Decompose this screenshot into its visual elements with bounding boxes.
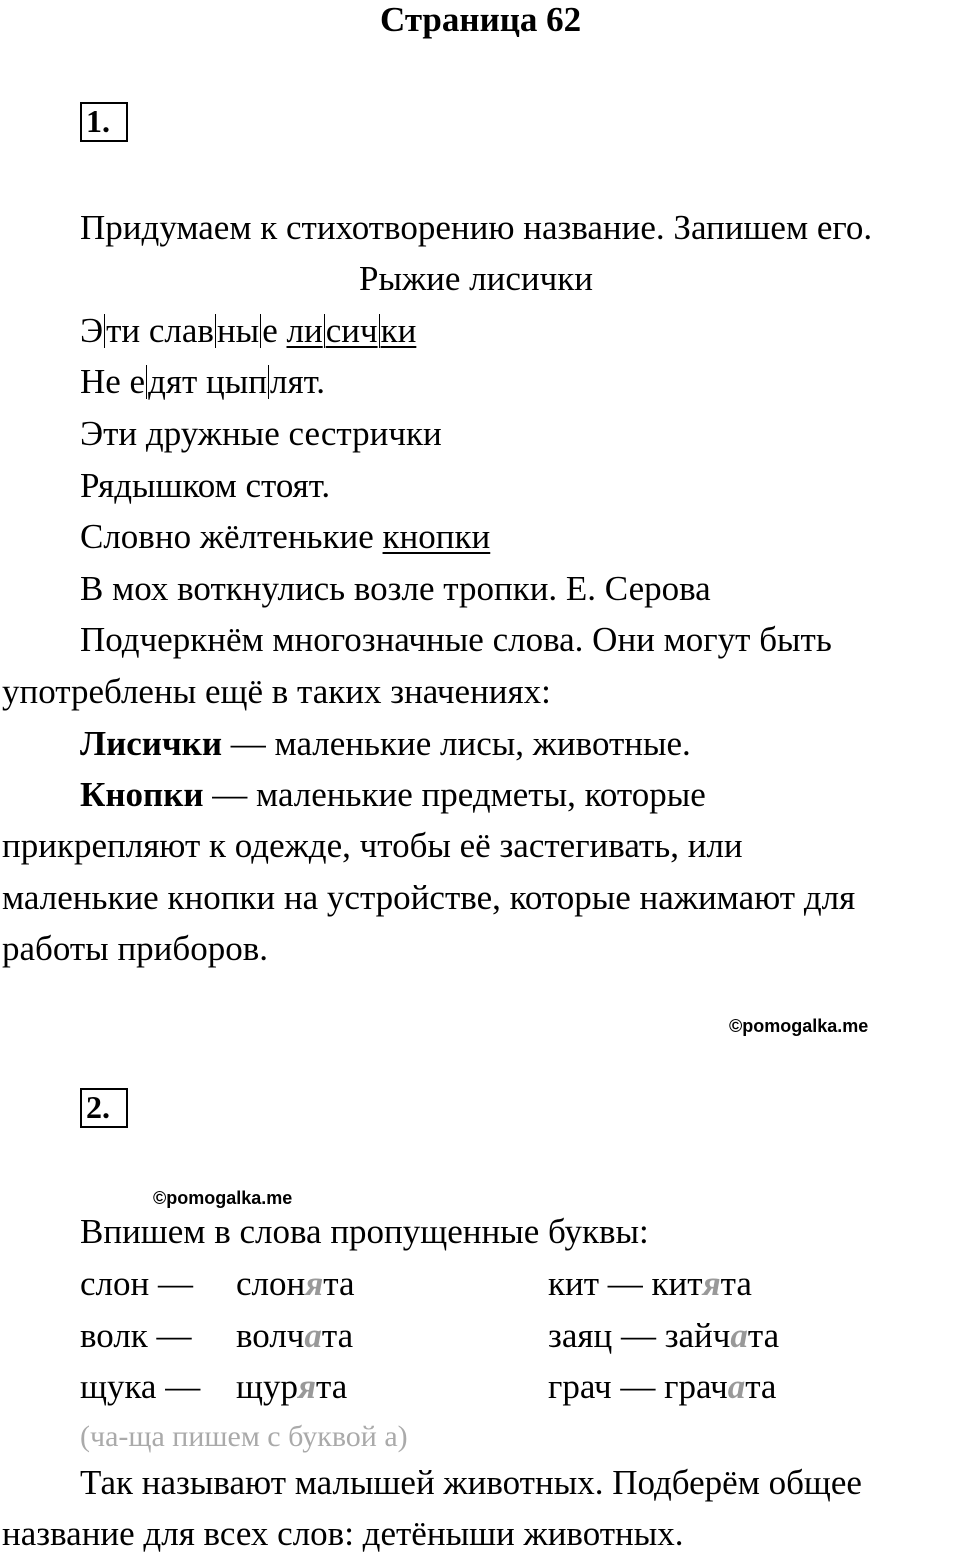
definition-knopki-line-3: маленькие кнопки на устройстве, которые нажимают для [2, 878, 856, 917]
word-base: волк — [80, 1316, 192, 1355]
final-line-1: Так называют малышей животных. Подберём общее [80, 1463, 862, 1502]
poem-line-1: Эти славные лисички [80, 311, 417, 350]
definition-knopki-line-4: работы приборов. [2, 929, 268, 968]
word-pair: кит — китята [548, 1264, 752, 1303]
definition-lisichki: Лисички — маленькие лисы, животные. [80, 724, 691, 763]
word-pair: грач — грачата [548, 1367, 777, 1406]
watermark: ©pomogalka.me [729, 1016, 869, 1036]
task1-intro: Придумаем к стихотворению название. Запишем его. [80, 208, 873, 247]
page-title: Страница 62 [380, 0, 582, 39]
poem-line-3: Эти дружные сестрички [80, 414, 442, 453]
underlined-word-lisichki: лисички [286, 311, 417, 350]
poem-title: Рыжие лисички [359, 259, 593, 298]
poem-line-4: Рядышком стоят. [80, 466, 331, 505]
word-base: слон — [80, 1264, 193, 1303]
poem-line-5: Словно жёлтенькие кнопки [80, 517, 491, 556]
task-number-1: 1. [80, 102, 128, 142]
underlined-word-knopki: кнопки [382, 517, 491, 556]
watermark: ©pomogalka.me [153, 1188, 293, 1208]
word-answer: щурята [236, 1367, 348, 1406]
word-answer: волчата [236, 1316, 354, 1355]
paragraph-line-2: употреблены ещё в таких значениях: [2, 672, 551, 711]
poem-line-6: В мох воткнулись возле тропки. Е. Серова [80, 569, 711, 608]
definition-knopki: Кнопки — маленькие предметы, которые [80, 775, 706, 814]
word-answer: слонята [236, 1264, 355, 1303]
poem-line-2: Не едят цыплят. [80, 362, 326, 401]
word-pair: заяц — зайчата [548, 1316, 780, 1355]
final-line-2: название для всех слов: детёныши животных. [2, 1514, 684, 1553]
task2-intro: Впишем в слова пропущенные буквы: [80, 1212, 649, 1251]
word-base: щука — [80, 1367, 201, 1406]
paragraph-line-1: Подчеркнём многозначные слова. Они могут быть [80, 620, 832, 659]
definition-knopki-line-2: прикрепляют к одежде, чтобы её застегивать, или [2, 826, 743, 865]
task-number-2: 2. [80, 1088, 128, 1128]
rule-note: (ча-ща пишем с буквой а) [80, 1420, 408, 1453]
